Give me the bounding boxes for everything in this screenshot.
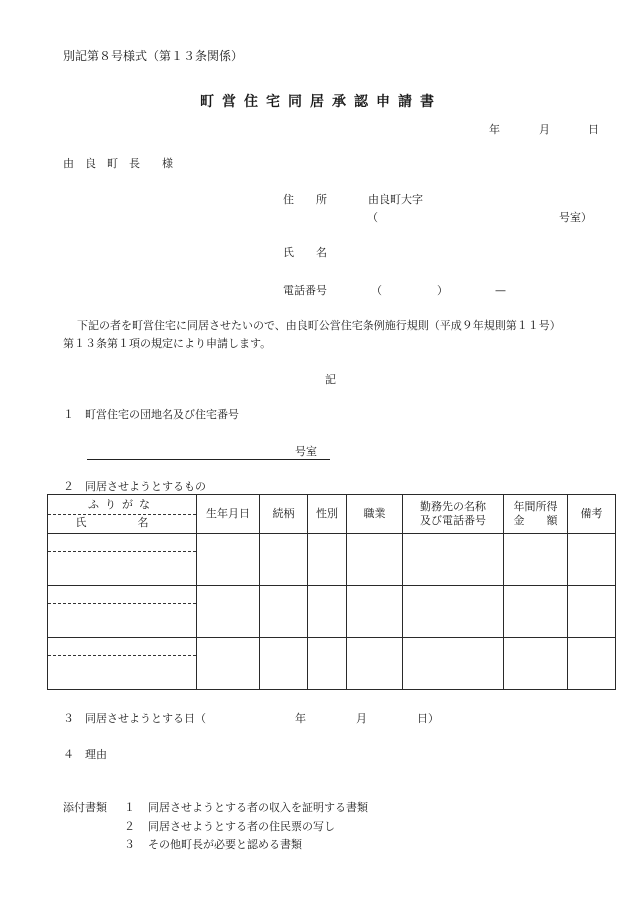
header-furigana: ふりがな [88,498,156,511]
name-input-cell[interactable] [48,638,197,690]
header-name: 氏 名 [75,515,169,529]
attachment-3-num: ３ [124,838,135,851]
remarks-input-cell[interactable] [568,638,616,690]
attachment-1-num: １ [124,801,135,814]
room-number-underline [87,459,330,460]
section-2-label: ２ 同居させようとするもの [63,480,206,493]
body-line-2: 第１３条第１項の規定により申請します。 [63,337,272,350]
body-line-1: 下記の者を町営住宅に同居させたいので、由良町公営住宅条例施行規則（平成９年規則第１１号） [77,319,561,332]
attachment-2-num: ２ [124,820,135,833]
header-income-line1: 年間所得 [513,499,558,513]
ki-label: 記 [325,373,336,386]
header-name-cell [48,495,197,534]
occupation-input-cell[interactable] [347,534,403,586]
income-input-cell[interactable] [504,534,568,586]
table-row [48,586,616,638]
header-relation: 続柄 [260,495,308,534]
relation-input-cell[interactable] [260,586,308,638]
phone-open-paren: （ [371,284,382,297]
header-income-line2: 金 額 [513,514,558,527]
date-month: 月 [539,123,550,136]
date-year: 年 [489,123,500,136]
header-birthdate: 生年月日 [197,495,260,534]
header-workplace-line1: 勤務先の名称 [420,499,486,513]
addressee: 由 良 町 長 様 [63,157,173,170]
header-occupation: 職業 [347,495,403,534]
attachments-label: 添付書類 [63,801,107,814]
furigana-divider [48,603,196,604]
gender-input-cell[interactable] [308,586,347,638]
attachment-3-text: その他町長が必要と認める書類 [148,838,302,851]
gender-input-cell[interactable] [308,534,347,586]
section-1-label: １ 町営住宅の団地名及び住宅番号 [63,408,239,421]
relation-input-cell[interactable] [260,534,308,586]
birthdate-input-cell[interactable] [197,586,260,638]
section-3-day: 日） [417,712,439,725]
table-row [48,638,616,690]
gender-input-cell[interactable] [308,638,347,690]
phone-close-paren: ） [437,284,448,297]
section-1-room-suffix: 号室 [295,445,317,458]
header-income [504,495,568,534]
date-day: 日 [588,123,599,136]
section-3-label: ３ 同居させようとする日（ [63,712,206,725]
header-gender: 性別 [308,495,347,534]
attachment-2-text: 同居させようとする者の住民票の写し [148,820,335,833]
phone-dash: — [495,284,506,297]
address-label: 住 所 [283,193,327,206]
occupation-input-cell[interactable] [347,638,403,690]
form-code: 別記第８号様式（第１３条関係） [63,49,244,63]
remarks-input-cell[interactable] [568,586,616,638]
workplace-input-cell[interactable] [403,638,504,690]
workplace-input-cell[interactable] [403,586,504,638]
furigana-divider [48,551,196,552]
name-input-cell[interactable] [48,534,197,586]
header-remarks: 備考 [568,495,616,534]
room-suffix: 号室） [559,211,592,224]
header-workplace-line2: 及び電話番号 [420,514,486,527]
income-input-cell[interactable] [504,638,568,690]
name-input-cell[interactable] [48,586,197,638]
attachment-1-text: 同居させようとする者の収入を証明する書類 [148,801,368,814]
section-3-month: 月 [356,712,367,725]
cohabitant-table [47,494,616,690]
room-open-paren: （ [367,211,378,224]
name-label: 氏 名 [283,246,327,259]
furigana-divider [48,655,196,656]
birthdate-input-cell[interactable] [197,534,260,586]
table-row [48,534,616,586]
form-title: 町営住宅同居承認申請書 [200,94,442,110]
header-workplace [403,495,504,534]
occupation-input-cell[interactable] [347,586,403,638]
section-3-year: 年 [295,712,306,725]
birthdate-input-cell[interactable] [197,638,260,690]
remarks-input-cell[interactable] [568,534,616,586]
phone-label: 電話番号 [283,284,327,297]
relation-input-cell[interactable] [260,638,308,690]
address-value: 由良町大字 [368,193,423,206]
workplace-input-cell[interactable] [403,534,504,586]
section-4-label: ４ 理由 [63,748,107,761]
income-input-cell[interactable] [504,586,568,638]
